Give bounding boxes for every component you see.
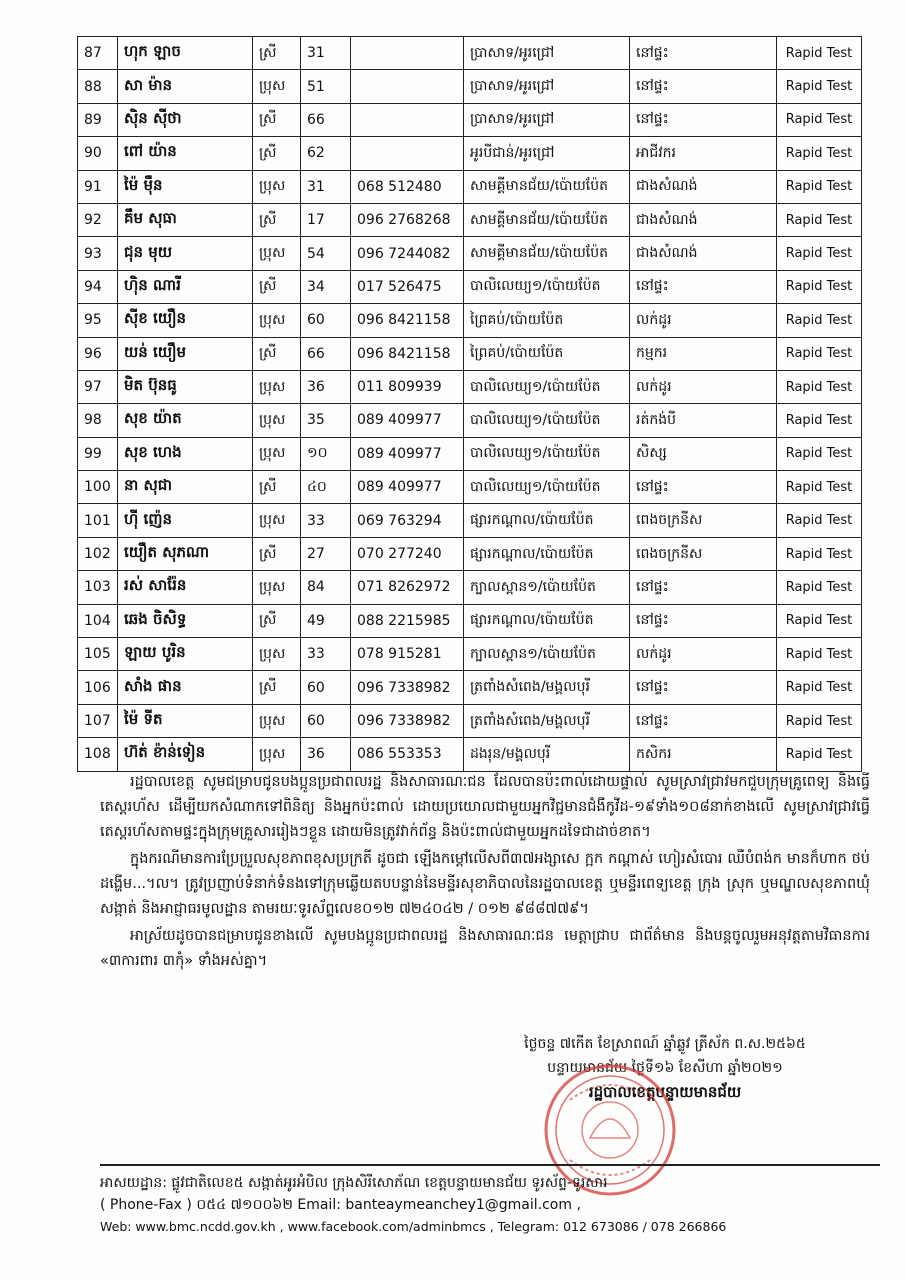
table-row bbox=[78, 671, 862, 704]
cell-address: ផ្សារកណ្ដាល/ប៉ោយប៉ែត bbox=[464, 504, 630, 537]
solar-date: បន្ទាយមានជ័យ ថ្ងៃទី១៦ ខែសីហា ឆ្នាំ២០២១ bbox=[547, 1060, 783, 1076]
cell-sex: ស្រី bbox=[253, 337, 301, 370]
cell-address: ត្រពាំងសំពេង/មង្គលបុរី bbox=[464, 671, 630, 704]
cell-address: ផ្សារកណ្ដាល/ប៉ោយប៉ែត bbox=[464, 604, 630, 637]
cell-no: 101 bbox=[78, 504, 118, 537]
cell-job: នៅផ្ទះ bbox=[630, 571, 777, 604]
cell-address: សាមគ្គីមានជ័យ/ប៉ោយប៉ែត bbox=[464, 170, 630, 203]
cell-sex: ស្រី bbox=[253, 37, 301, 70]
cell-name: ឡាយ បូរិន bbox=[118, 638, 253, 671]
cell-no: 106 bbox=[78, 671, 118, 704]
cell-test: Rapid Test bbox=[777, 37, 862, 70]
cell-name: យឿត សុភណា bbox=[118, 537, 253, 570]
cell-phone: 078 915281 bbox=[351, 638, 464, 671]
cell-name: រស់ សារ៉ែន bbox=[118, 571, 253, 604]
cell-address: ដងរុន/មង្គលបុរី bbox=[464, 738, 630, 771]
cell-test: Rapid Test bbox=[777, 203, 862, 236]
cell-address: ត្រពាំងសំពេង/មង្គលបុរី bbox=[464, 704, 630, 737]
cell-phone: 089 409977 bbox=[351, 437, 464, 470]
table-row bbox=[78, 537, 862, 570]
cell-name: ហ៊ី ញ៉េន bbox=[118, 504, 253, 537]
cell-sex: ប្រុស bbox=[253, 304, 301, 337]
cell-age: 60 bbox=[301, 704, 351, 737]
cell-job: នៅផ្ទះ bbox=[630, 671, 777, 704]
footer-contact bbox=[100, 1164, 880, 1238]
cell-job: លក់ដូរ bbox=[630, 370, 777, 403]
cell-age: 84 bbox=[301, 571, 351, 604]
cell-phone: 068 512480 bbox=[351, 170, 464, 203]
cell-age: 54 bbox=[301, 237, 351, 270]
cell-address: សាមគ្គីមានជ័យ/ប៉ោយប៉ែត bbox=[464, 203, 630, 236]
cell-test: Rapid Test bbox=[777, 70, 862, 103]
cell-job: សិស្ស bbox=[630, 437, 777, 470]
cell-test: Rapid Test bbox=[777, 437, 862, 470]
case-table bbox=[77, 36, 862, 772]
cell-no: 99 bbox=[78, 437, 118, 470]
cell-name: ហ៊ត់ ខ៉ាន់ទៀន bbox=[118, 738, 253, 771]
cell-age: 60 bbox=[301, 304, 351, 337]
cell-test: Rapid Test bbox=[777, 304, 862, 337]
cell-job: ពេងចក្រនីស bbox=[630, 537, 777, 570]
footer-web: Web: www.bmc.ncdd.gov.kh , www.facebook.com/adminbmcs , Telegram: 012 673086 / 078 266866 bbox=[100, 1219, 727, 1234]
cell-phone: 071 8262972 bbox=[351, 571, 464, 604]
cell-sex: ស្រី bbox=[253, 471, 301, 504]
cell-no: 107 bbox=[78, 704, 118, 737]
cell-phone: 096 8421158 bbox=[351, 304, 464, 337]
table-row bbox=[78, 404, 862, 437]
cell-name: ពៅ យ៉ាន bbox=[118, 137, 253, 170]
cell-job: លក់ដូរ bbox=[630, 304, 777, 337]
table-row bbox=[78, 270, 862, 303]
cell-name: ម៉ៃ ម៉ឺន bbox=[118, 170, 253, 203]
cell-name: គឹម សុធា bbox=[118, 203, 253, 236]
cell-job: នៅផ្ទះ bbox=[630, 37, 777, 70]
footer-address: អាសយដ្ឋាន: ផ្លូវជាតិលេខ៥ សង្កាត់អូរអំបិល ក្រុងសិរីសោភ័ណ ខេត្តបន្ទាយមានជ័យ ទូរស័ព្ទ-ទូរសារ bbox=[100, 1175, 608, 1191]
cell-name: ជុន មុយ bbox=[118, 237, 253, 270]
cell-address: ប្រាសាទ/អូរជ្រៅ bbox=[464, 70, 630, 103]
cell-phone: 070 277240 bbox=[351, 537, 464, 570]
cell-address: ផ្សារកណ្ដាល/ប៉ោយប៉ែត bbox=[464, 537, 630, 570]
cell-test: Rapid Test bbox=[777, 638, 862, 671]
cell-test: Rapid Test bbox=[777, 337, 862, 370]
cell-phone bbox=[351, 103, 464, 136]
cell-job: នៅផ្ទះ bbox=[630, 70, 777, 103]
cell-job: ជាងសំណង់ bbox=[630, 170, 777, 203]
cell-sex: ប្រុស bbox=[253, 237, 301, 270]
cell-address: ក្បាលស្ពាន១/ប៉ោយប៉ែត bbox=[464, 638, 630, 671]
cell-no: 89 bbox=[78, 103, 118, 136]
cell-job: អាជីវករ bbox=[630, 137, 777, 170]
cell-test: Rapid Test bbox=[777, 170, 862, 203]
cell-phone bbox=[351, 137, 464, 170]
cell-test: Rapid Test bbox=[777, 537, 862, 570]
cell-no: 103 bbox=[78, 571, 118, 604]
cell-test: Rapid Test bbox=[777, 370, 862, 403]
cell-test: Rapid Test bbox=[777, 404, 862, 437]
cell-test: Rapid Test bbox=[777, 704, 862, 737]
cell-phone: 069 763294 bbox=[351, 504, 464, 537]
cell-name: សាំង ផាន bbox=[118, 671, 253, 704]
cell-test: Rapid Test bbox=[777, 270, 862, 303]
table-row bbox=[78, 37, 862, 70]
cell-test: Rapid Test bbox=[777, 571, 862, 604]
cell-phone: 011 809939 bbox=[351, 370, 464, 403]
cell-sex: ប្រុស bbox=[253, 170, 301, 203]
table-row bbox=[78, 137, 862, 170]
cell-test: Rapid Test bbox=[777, 237, 862, 270]
cell-job: នៅផ្ទះ bbox=[630, 604, 777, 637]
cell-sex: ប្រុស bbox=[253, 571, 301, 604]
cell-address: បាលិលេយ្យ១/ប៉ោយប៉ែត bbox=[464, 471, 630, 504]
cell-no: 102 bbox=[78, 537, 118, 570]
cell-name: ហ៊ិន ណារី bbox=[118, 270, 253, 303]
cell-sex: ស្រី bbox=[253, 203, 301, 236]
cell-no: 97 bbox=[78, 370, 118, 403]
cell-age: ៤០ bbox=[301, 471, 351, 504]
cell-age: 35 bbox=[301, 404, 351, 437]
cell-no: 96 bbox=[78, 337, 118, 370]
cell-phone: 096 2768268 bbox=[351, 203, 464, 236]
table-row bbox=[78, 571, 862, 604]
cell-no: 105 bbox=[78, 638, 118, 671]
table-row bbox=[78, 170, 862, 203]
cell-job: នៅផ្ទះ bbox=[630, 103, 777, 136]
cell-sex: ស្រី bbox=[253, 671, 301, 704]
cell-sex: ស្រី bbox=[253, 537, 301, 570]
cell-test: Rapid Test bbox=[777, 471, 862, 504]
cell-age: 27 bbox=[301, 537, 351, 570]
cell-phone: 089 409977 bbox=[351, 471, 464, 504]
cell-no: 88 bbox=[78, 70, 118, 103]
paragraph: ក្នុងករណីមានការប្រែប្រួលសុខភាពខុសប្រក្រតី ដូចជា ឡើងកម្ដៅលើសពី៣៧អង្សាសេ ក្អក កណ្ដាស់ ហៀរសំបោរ ឈឺបំពង់ក មានក៏ហាក ថប់ដង្ហើម...។ល។ ត្រូវប្រញាប់ទំនាក់ទំនងទៅក្រុមឆ្លើយតបបន្ទាន់នៃមន្ទីរសុខាភិបាលនៃរដ្ឋបាលខេត្ត ឬមន្ទីរពេទ្យខេត្ត ក្រុង ស្រុក ឬមណ្ឌលសុខភាពឃុំ សង្កាត់ និងអាជ្ញាធរមូលដ្ឋាន តាមរយៈទូរស័ព្ទលេខ០១២ ៧២៤០៤២ / ០១២ ៩៨៨៧៧៩។ bbox=[100, 851, 870, 917]
cell-sex: ប្រុស bbox=[253, 638, 301, 671]
cell-name: មិត ប៊ុនធូ bbox=[118, 370, 253, 403]
cell-sex: ប្រុស bbox=[253, 738, 301, 771]
table-row bbox=[78, 203, 862, 236]
cell-phone: 096 7244082 bbox=[351, 237, 464, 270]
cell-phone bbox=[351, 37, 464, 70]
table-row bbox=[78, 437, 862, 470]
cell-job: ជាងសំណង់ bbox=[630, 203, 777, 236]
lunar-date: ថ្ងៃចន្ទ ៧កើត ខែស្រាពណ៍ ឆ្នាំឆ្លូវ ត្រីស័ក ព.ស.២៥៦៥ bbox=[524, 1036, 806, 1052]
cell-address: បាលិលេយ្យ១/ប៉ោយប៉ែត bbox=[464, 270, 630, 303]
cell-age: ១០ bbox=[301, 437, 351, 470]
cell-test: Rapid Test bbox=[777, 671, 862, 704]
cell-sex: ស្រី bbox=[253, 103, 301, 136]
cell-sex: ប្រុស bbox=[253, 437, 301, 470]
cell-name: ម៉ៃ ទីត bbox=[118, 704, 253, 737]
cell-job: លក់ដូរ bbox=[630, 638, 777, 671]
cell-phone: 096 7338982 bbox=[351, 704, 464, 737]
cell-job: នៅផ្ទះ bbox=[630, 270, 777, 303]
cell-test: Rapid Test bbox=[777, 103, 862, 136]
table-row bbox=[78, 471, 862, 504]
table-row bbox=[78, 504, 862, 537]
cell-age: 66 bbox=[301, 103, 351, 136]
cell-test: Rapid Test bbox=[777, 738, 862, 771]
cell-age: 33 bbox=[301, 638, 351, 671]
cell-no: 94 bbox=[78, 270, 118, 303]
cell-name: ឆេង ចិសិទ្ធ bbox=[118, 604, 253, 637]
cell-address: បាលិលេយ្យ១/ប៉ោយប៉ែត bbox=[464, 437, 630, 470]
cell-phone bbox=[351, 70, 464, 103]
paragraph: អាស្រ័យដូចបានជម្រាបជូនខាងលើ សូមបងប្អូនប្រជាពលរដ្ឋ និងសាធារណៈជន មេត្តាជ្រាប ជាព័ត៌មាន និងបន្តចូលរួមអនុវត្តតាមវិធានការ «៣ការពារ ៣កុំ» ទាំងអស់គ្នា។ bbox=[100, 928, 870, 969]
cell-sex: ប្រុស bbox=[253, 404, 301, 437]
cell-address: ព្រៃគប់/ប៉ោយប៉ែត bbox=[464, 337, 630, 370]
cell-test: Rapid Test bbox=[777, 604, 862, 637]
cell-no: 92 bbox=[78, 203, 118, 236]
cell-name: នា សុជា bbox=[118, 471, 253, 504]
cell-name: សុខ ហេង bbox=[118, 437, 253, 470]
cell-age: 31 bbox=[301, 170, 351, 203]
cell-age: 62 bbox=[301, 137, 351, 170]
cell-phone: 096 7338982 bbox=[351, 671, 464, 704]
cell-job: ជាងសំណង់ bbox=[630, 237, 777, 270]
table-row bbox=[78, 304, 862, 337]
cell-name: យន់ យឿម bbox=[118, 337, 253, 370]
cell-no: 98 bbox=[78, 404, 118, 437]
cell-age: 36 bbox=[301, 370, 351, 403]
cell-phone: 086 553353 bbox=[351, 738, 464, 771]
cell-sex: ប្រុស bbox=[253, 70, 301, 103]
cell-age: 36 bbox=[301, 738, 351, 771]
cell-job: នៅផ្ទះ bbox=[630, 471, 777, 504]
cell-job: នៅផ្ទះ bbox=[630, 704, 777, 737]
cell-test: Rapid Test bbox=[777, 137, 862, 170]
cell-address: ព្រៃគប់/ប៉ោយប៉ែត bbox=[464, 304, 630, 337]
cell-name: ស៊ីខ យឿន bbox=[118, 304, 253, 337]
cell-no: 104 bbox=[78, 604, 118, 637]
cell-no: 87 bbox=[78, 37, 118, 70]
cell-sex: ស្រី bbox=[253, 604, 301, 637]
cell-sex: ប្រុស bbox=[253, 370, 301, 403]
cell-sex: ប្រុស bbox=[253, 704, 301, 737]
cell-address: អូរបីជាន់/អូរជ្រៅ bbox=[464, 137, 630, 170]
table-row bbox=[78, 370, 862, 403]
table-row bbox=[78, 70, 862, 103]
cell-sex: ស្រី bbox=[253, 137, 301, 170]
cell-name: សា ម៉ាន bbox=[118, 70, 253, 103]
cell-no: 93 bbox=[78, 237, 118, 270]
cell-name: ហុក ឡាច bbox=[118, 37, 253, 70]
cell-test: Rapid Test bbox=[777, 504, 862, 537]
cell-address: បាលិលេយ្យ១/ប៉ោយប៉ែត bbox=[464, 370, 630, 403]
cell-sex: ប្រុស bbox=[253, 504, 301, 537]
table-row bbox=[78, 638, 862, 671]
cell-address: បាលិលេយ្យ១/ប៉ោយប៉ែត bbox=[464, 404, 630, 437]
cell-job: កម្មករ bbox=[630, 337, 777, 370]
cell-phone: 089 409977 bbox=[351, 404, 464, 437]
cell-address: ក្បាលស្ពាន១/ប៉ោយប៉ែត bbox=[464, 571, 630, 604]
cell-job: រត់កង់បី bbox=[630, 404, 777, 437]
cell-age: 31 bbox=[301, 37, 351, 70]
table-row bbox=[78, 337, 862, 370]
cell-name: សុខ យ៉ាត bbox=[118, 404, 253, 437]
cell-sex: ស្រី bbox=[253, 270, 301, 303]
cell-age: 66 bbox=[301, 337, 351, 370]
cell-address: សាមគ្គីមានជ័យ/ប៉ោយប៉ែត bbox=[464, 237, 630, 270]
cell-age: 51 bbox=[301, 70, 351, 103]
cell-job: កសិករ bbox=[630, 738, 777, 771]
cell-age: 17 bbox=[301, 203, 351, 236]
cell-address: ប្រាសាទ/អូរជ្រៅ bbox=[464, 103, 630, 136]
cell-no: 95 bbox=[78, 304, 118, 337]
table-row bbox=[78, 604, 862, 637]
paragraph: រដ្ឋបាលខេត្ត សូមជម្រាបជូនបងប្អូនប្រជាពលរដ្ឋ និងសាធារណៈជន ដែលបានប៉ះពាល់ដោយផ្ទាល់ សូមស្រាវជ្រាវមកជួបក្រុមគ្រូពេទ្យ និងធ្វើតេស្តរហ័ស ដើម្បីយកសំណាកទៅពិនិត្យ និងអ្នកប៉ះពាល់ ដោយប្រយោលជាមួយអ្នកវិជ្ជមានជំងឺកូវីដ-១៩ទាំង១០៨នាក់ខាងលើ សូមស្រាវជ្រាវធ្វើតេស្តរហ័សតាមផ្ទះក្នុងក្រុមគ្រួសាររៀងៗខ្លួន ដោយមិនត្រូវវាក់ព័ន្ធ និងប៉ះពាល់ជាមួយអ្នកដទៃជាដាច់ខាត។ bbox=[100, 774, 870, 840]
cell-no: 100 bbox=[78, 471, 118, 504]
table-row bbox=[78, 103, 862, 136]
issuing-authority: រដ្ឋបាលខេត្តបន្ទាយមានជ័យ bbox=[588, 1083, 742, 1101]
cell-phone: 017 526475 bbox=[351, 270, 464, 303]
cell-age: 33 bbox=[301, 504, 351, 537]
table-row bbox=[78, 738, 862, 771]
cell-no: 90 bbox=[78, 137, 118, 170]
cell-name: ស៊ិន ស៊ីថា bbox=[118, 103, 253, 136]
table-row bbox=[78, 237, 862, 270]
cell-phone: 088 2215985 bbox=[351, 604, 464, 637]
cell-age: 60 bbox=[301, 671, 351, 704]
cell-no: 108 bbox=[78, 738, 118, 771]
notice-text bbox=[100, 770, 870, 976]
cell-age: 49 bbox=[301, 604, 351, 637]
cell-age: 34 bbox=[301, 270, 351, 303]
table-row bbox=[78, 704, 862, 737]
cell-address: ប្រាសាទ/អូរជ្រៅ bbox=[464, 37, 630, 70]
cell-no: 91 bbox=[78, 170, 118, 203]
footer-phone-email: ( Phone-Fax ) ០៥៤ ៧១០០៦២ Email: banteaymeanchey1@gmail.com , bbox=[100, 1197, 581, 1213]
cell-phone: 096 8421158 bbox=[351, 337, 464, 370]
cell-job: ពេងចក្រនីស bbox=[630, 504, 777, 537]
